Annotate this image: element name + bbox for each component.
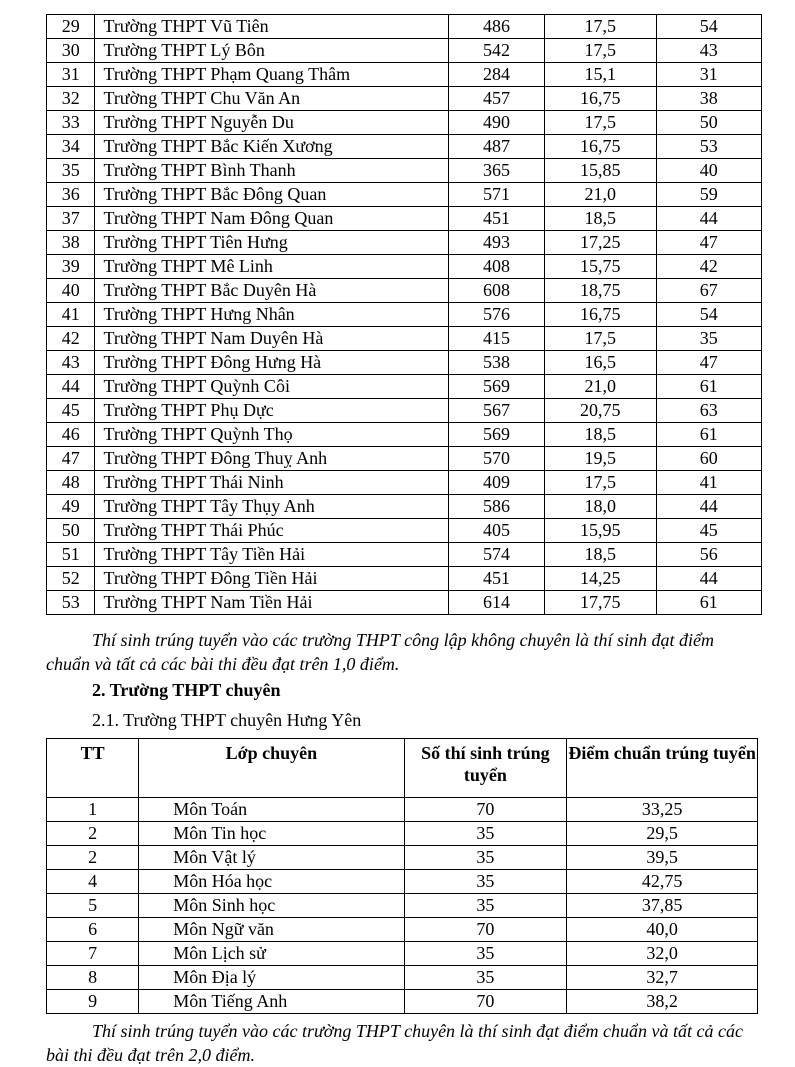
school-quota: 451 [449,567,545,591]
schools-table-body [47,15,762,615]
table-row [47,279,762,303]
cutoff-score: 17,25 [544,231,656,255]
cutoff-score: 33,25 [567,798,758,822]
table-row [47,255,762,279]
rank-value: 61 [656,591,761,615]
table-row [47,567,762,591]
table-row [47,846,758,870]
rank-value: 59 [656,183,761,207]
school-name: Trường THPT Quỳnh Thọ [95,423,449,447]
table-row [47,543,762,567]
cutoff-score: 38,2 [567,990,758,1014]
row-number: 52 [47,567,95,591]
cutoff-score: 17,5 [544,111,656,135]
row-number: 44 [47,375,95,399]
specialized-admission-note: Thí sinh trúng tuyển vào các trường THPT chuyên là thí sinh đạt điểm chuẩn và tất cả các bài thi đều đạt trên 2,0 điểm. [46,1021,744,1065]
rank-value: 63 [656,399,761,423]
school-quota: 284 [449,63,545,87]
school-name: Trường THPT Nguyễn Du [95,111,449,135]
cutoff-score: 15,75 [544,255,656,279]
school-name: Trường THPT Thái Phúc [95,519,449,543]
row-number: 6 [47,918,139,942]
rank-value: 45 [656,519,761,543]
school-name: Trường THPT Đông Hưng Hà [95,351,449,375]
row-number: 2 [47,846,139,870]
school-quota: 487 [449,135,545,159]
row-number: 42 [47,327,95,351]
rank-value: 44 [656,207,761,231]
non-specialized-admission-note: Thí sinh trúng tuyển vào các trường THPT công lập không chuyên là thí sinh đạt điểm chuẩn và tất cả các bài thi đều đạt trên 1,0 điểm. [46,630,715,674]
school-name: Trường THPT Quỳnh Côi [95,375,449,399]
school-quota: 457 [449,87,545,111]
cutoff-score: 17,5 [544,471,656,495]
school-quota: 486 [449,15,545,39]
row-number: 49 [47,495,95,519]
row-number: 5 [47,894,139,918]
row-number: 36 [47,183,95,207]
table-row [47,15,762,39]
school-name: Trường THPT Phụ Dực [95,399,449,423]
rank-value: 44 [656,495,761,519]
cutoff-score: 39,5 [567,846,758,870]
rank-value: 50 [656,111,761,135]
rank-value: 38 [656,87,761,111]
school-quota: 409 [449,471,545,495]
rank-value: 61 [656,375,761,399]
row-number: 46 [47,423,95,447]
table-row [47,990,758,1014]
school-name: Trường THPT Hưng Nhân [95,303,449,327]
rank-value: 43 [656,39,761,63]
admitted-count: 35 [404,894,567,918]
table-row [47,375,762,399]
admitted-count: 35 [404,822,567,846]
row-number: 2 [47,822,139,846]
cutoff-score: 32,0 [567,942,758,966]
admitted-count: 35 [404,870,567,894]
table-row [47,966,758,990]
specialized-table-body [47,798,758,1014]
school-quota: 586 [449,495,545,519]
table-header-row [47,739,758,798]
specialized-class: Môn Lịch sử [139,942,404,966]
sub-section-heading: 2.1. Trường THPT chuyên Hưng Yên [92,710,362,730]
rank-value: 47 [656,351,761,375]
row-number: 51 [47,543,95,567]
cutoff-score: 16,5 [544,351,656,375]
specialized-class: Môn Tin học [139,822,404,846]
specialized-class: Môn Vật lý [139,846,404,870]
table-row [47,351,762,375]
row-number: 4 [47,870,139,894]
rank-value: 54 [656,303,761,327]
admitted-count: 35 [404,846,567,870]
admitted-count: 35 [404,966,567,990]
specialized-class: Môn Sinh học [139,894,404,918]
cutoff-score: 16,75 [544,303,656,327]
cutoff-score: 19,5 [544,447,656,471]
row-number: 38 [47,231,95,255]
rank-value: 41 [656,471,761,495]
specialized-class: Môn Hóa học [139,870,404,894]
table-row [47,870,758,894]
specialized-class: Môn Tiếng Anh [139,990,404,1014]
cutoff-score: 18,5 [544,207,656,231]
cutoff-score: 18,5 [544,543,656,567]
school-name: Trường THPT Bắc Đông Quan [95,183,449,207]
table-row [47,918,758,942]
school-name: Trường THPT Nam Duyên Hà [95,327,449,351]
school-name: Trường THPT Tây Tiền Hải [95,543,449,567]
specialized-class: Môn Toán [139,798,404,822]
cutoff-score: 14,25 [544,567,656,591]
cutoff-score: 18,0 [544,495,656,519]
table-row [47,591,762,615]
rank-value: 67 [656,279,761,303]
admitted-count: 35 [404,942,567,966]
school-quota: 405 [449,519,545,543]
table-row [47,183,762,207]
school-quota: 576 [449,303,545,327]
school-quota: 570 [449,447,545,471]
table-row [47,231,762,255]
table-row [47,519,762,543]
row-number: 29 [47,15,95,39]
row-number: 48 [47,471,95,495]
row-number: 33 [47,111,95,135]
school-quota: 542 [449,39,545,63]
table-row [47,447,762,471]
school-name: Trường THPT Nam Tiền Hải [95,591,449,615]
school-quota: 408 [449,255,545,279]
school-quota: 569 [449,423,545,447]
school-quota: 538 [449,351,545,375]
cutoff-score: 32,7 [567,966,758,990]
admitted-count: 70 [404,918,567,942]
row-number: 47 [47,447,95,471]
table-row [47,327,762,351]
rank-value: 31 [656,63,761,87]
schools-cutoff-table [46,14,762,615]
school-quota: 571 [449,183,545,207]
row-number: 9 [47,990,139,1014]
school-name: Trường THPT Đông Thuỵ Anh [95,447,449,471]
header-cutoff-score: Điểm chuẩn trúng tuyển [567,739,758,798]
table-row [47,135,762,159]
rank-value: 47 [656,231,761,255]
school-name: Trường THPT Tiên Hưng [95,231,449,255]
admitted-count: 70 [404,798,567,822]
school-name: Trường THPT Nam Đông Quan [95,207,449,231]
cutoff-score: 16,75 [544,135,656,159]
table-row [47,39,762,63]
row-number: 50 [47,519,95,543]
school-name: Trường THPT Tây Thụy Anh [95,495,449,519]
row-number: 39 [47,255,95,279]
cutoff-score: 16,75 [544,87,656,111]
cutoff-score: 17,5 [544,15,656,39]
table-row [47,159,762,183]
row-number: 53 [47,591,95,615]
header-class: Lớp chuyên [139,739,404,798]
header-tt: TT [47,739,139,798]
school-name: Trường THPT Bắc Kiến Xương [95,135,449,159]
cutoff-score: 40,0 [567,918,758,942]
row-number: 35 [47,159,95,183]
header-admitted-count: Số thí sinh trúng tuyển [404,739,567,798]
row-number: 30 [47,39,95,63]
rank-value: 60 [656,447,761,471]
cutoff-score: 17,75 [544,591,656,615]
specialized-classes-table [46,738,758,1014]
cutoff-score: 21,0 [544,183,656,207]
table-row [47,894,758,918]
rank-value: 35 [656,327,761,351]
row-number: 43 [47,351,95,375]
table-row [47,303,762,327]
table-row [47,471,762,495]
table-row [47,207,762,231]
cutoff-score: 18,5 [544,423,656,447]
school-name: Trường THPT Bình Thanh [95,159,449,183]
specialized-class: Môn Địa lý [139,966,404,990]
rank-value: 40 [656,159,761,183]
school-name: Trường THPT Chu Văn An [95,87,449,111]
table-row [47,63,762,87]
row-number: 31 [47,63,95,87]
row-number: 45 [47,399,95,423]
table-row [47,942,758,966]
cutoff-score: 15,95 [544,519,656,543]
admitted-count: 70 [404,990,567,1014]
cutoff-score: 42,75 [567,870,758,894]
table-row [47,399,762,423]
school-name: Trường THPT Đông Tiền Hải [95,567,449,591]
cutoff-score: 17,5 [544,327,656,351]
table-row [47,423,762,447]
school-name: Trường THPT Vũ Tiên [95,15,449,39]
cutoff-score: 15,1 [544,63,656,87]
row-number: 37 [47,207,95,231]
school-quota: 490 [449,111,545,135]
school-quota: 493 [449,231,545,255]
cutoff-score: 37,85 [567,894,758,918]
cutoff-score: 18,75 [544,279,656,303]
cutoff-score: 20,75 [544,399,656,423]
row-number: 40 [47,279,95,303]
school-name: Trường THPT Thái Ninh [95,471,449,495]
school-name: Trường THPT Mê Linh [95,255,449,279]
rank-value: 61 [656,423,761,447]
school-quota: 614 [449,591,545,615]
row-number: 7 [47,942,139,966]
rank-value: 42 [656,255,761,279]
school-quota: 574 [449,543,545,567]
cutoff-score: 29,5 [567,822,758,846]
row-number: 1 [47,798,139,822]
school-quota: 451 [449,207,545,231]
section-heading: 2. Trường THPT chuyên [92,680,281,700]
row-number: 41 [47,303,95,327]
rank-value: 44 [656,567,761,591]
table-row [47,87,762,111]
table-row [47,798,758,822]
school-quota: 608 [449,279,545,303]
school-name: Trường THPT Lý Bôn [95,39,449,63]
school-quota: 567 [449,399,545,423]
school-quota: 569 [449,375,545,399]
rank-value: 54 [656,15,761,39]
school-quota: 365 [449,159,545,183]
table-row [47,495,762,519]
school-quota: 415 [449,327,545,351]
row-number: 32 [47,87,95,111]
table-row [47,822,758,846]
rank-value: 56 [656,543,761,567]
school-name: Trường THPT Phạm Quang Thâm [95,63,449,87]
table-row [47,111,762,135]
specialized-class: Môn Ngữ văn [139,918,404,942]
cutoff-score: 17,5 [544,39,656,63]
row-number: 8 [47,966,139,990]
school-name: Trường THPT Bắc Duyên Hà [95,279,449,303]
row-number: 34 [47,135,95,159]
rank-value: 53 [656,135,761,159]
cutoff-score: 21,0 [544,375,656,399]
cutoff-score: 15,85 [544,159,656,183]
